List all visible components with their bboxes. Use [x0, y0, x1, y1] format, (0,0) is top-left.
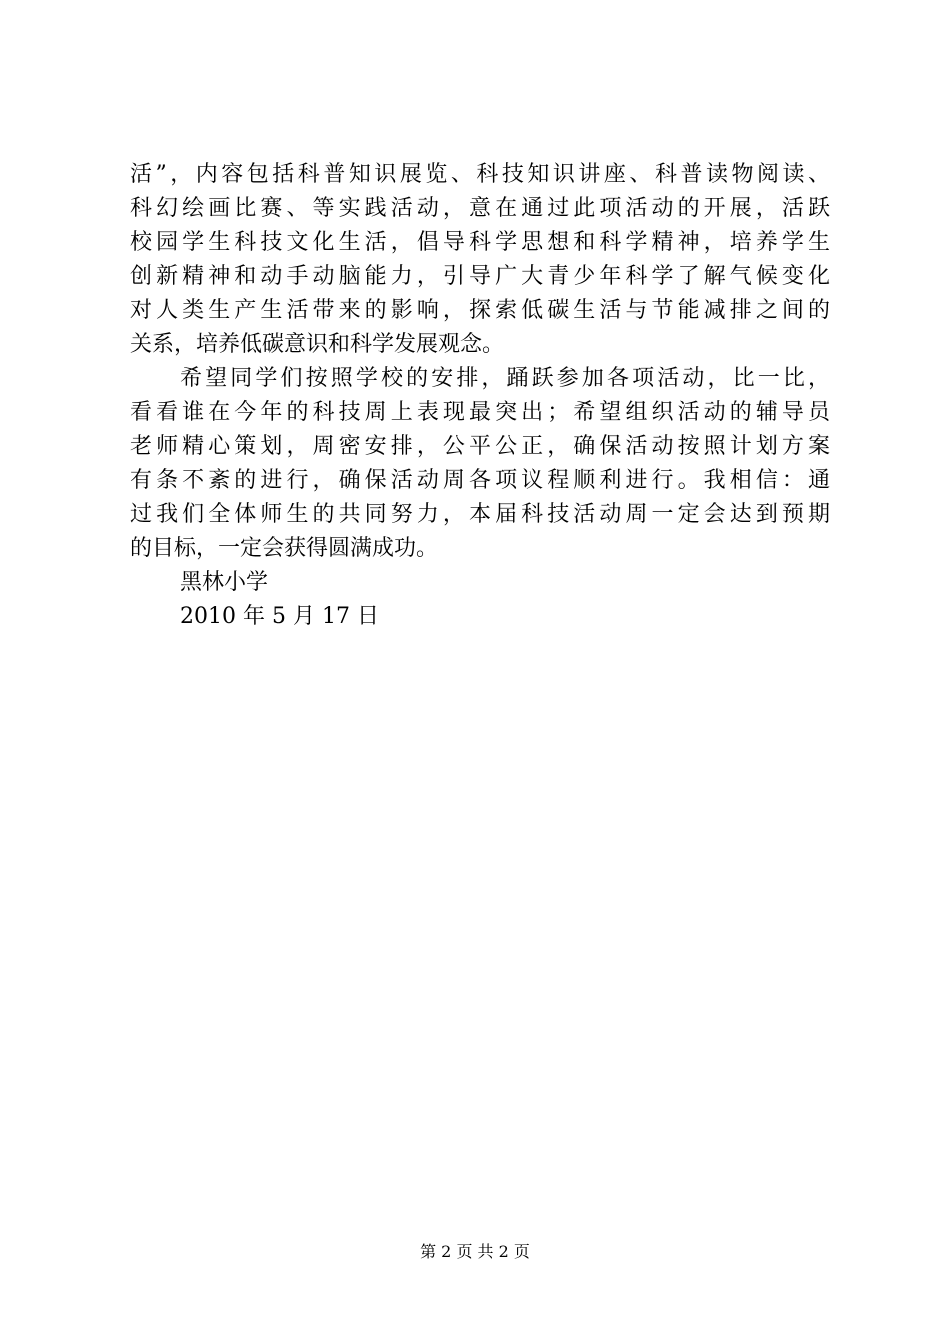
paragraph1-line-1: 活”，内容包括科普知识展览、科技知识讲座、科普读物阅读、 — [130, 162, 830, 187]
paragraph2-line-3: 老师精心策划，周密安排，公平公正，确保活动按照计划方案 — [130, 434, 830, 459]
paragraph2-line-4: 有条不紊的进行，确保活动周各项议程顺利进行。我相信：通 — [130, 468, 830, 493]
paragraph2-line-6: 的目标，一定会获得圆满成功。 — [130, 536, 439, 561]
signature-date: 2010 年 5 月 17 日 — [180, 604, 379, 629]
paragraph2-line-5: 过我们全体师生的共同努力，本届科技活动周一定会达到预期 — [130, 502, 830, 527]
paragraph1-line-3: 校园学生科技文化生活，倡导科学思想和科学精神，培养学生 — [130, 230, 830, 255]
paragraph1-line-4: 创新精神和动手动脑能力，引导广大青少年科学了解气候变化 — [130, 264, 830, 289]
signature-organization: 黑林小学 — [180, 570, 269, 595]
paragraph1-line-6: 关系，培养低碳意识和科学发展观念。 — [130, 332, 505, 357]
paragraph2-line-2: 看看谁在今年的科技周上表现最突出；希望组织活动的辅导员 — [130, 400, 830, 425]
paragraph1-line-5: 对人类生产生活带来的影响，探索低碳生活与节能减排之间的 — [130, 298, 830, 323]
paragraph1-line-2: 科幻绘画比赛、等实践活动，意在通过此项活动的开展，活跃 — [130, 196, 830, 221]
paragraph2-line-1: 希望同学们按照学校的安排，踊跃参加各项活动，比一比， — [180, 366, 830, 391]
page-footer: 第 2 页 共 2 页 — [420, 1242, 530, 1261]
